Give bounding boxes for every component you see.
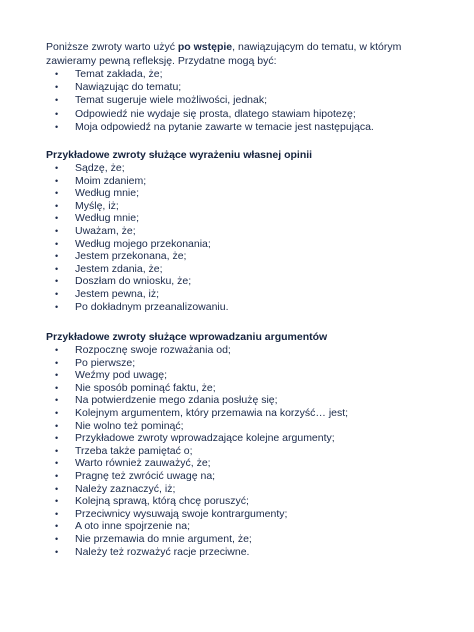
bullet-icon: • [55,407,59,418]
list-item-text: Według mnie; [75,212,140,225]
list-item [46,508,446,521]
list-item [46,369,446,382]
list-item-text: Po dokładnym przeanalizowaniu. [75,300,229,313]
bullet-icon: • [55,288,59,299]
arguments-heading: Przykładowe zwroty służące wprowadzaniu argumentów [46,331,328,343]
bullet-icon: • [55,213,59,224]
bullet-icon: • [55,225,59,236]
bullet-icon: • [55,496,59,507]
bullet-icon: • [55,357,59,368]
list-item-text: Na potwierdzenie mego zdania posłużę się; [75,394,278,407]
bullet-icon: • [55,251,59,262]
arguments-list [46,344,446,558]
list-item [46,200,446,213]
list-item [46,495,446,508]
bullet-icon: • [55,470,59,481]
list-item [46,344,446,357]
intro-section [46,40,446,134]
list-item-text: Nie przemawia do mnie argument, że; [75,532,252,545]
list-item-text: Jestem przekonana, że; [75,250,187,263]
list-item-text: Warto również zauważyć, że; [75,457,211,470]
list-item-text: Temat sugeruje wiele możliwości, jednak; [75,94,267,107]
list-item [46,108,446,121]
list-item-text: Jestem pewna, iż; [75,287,160,300]
list-item-text: Trzeba także pamiętać o; [75,444,193,457]
list-item [46,288,446,301]
list-item [46,432,446,445]
bullet-icon: • [55,108,59,119]
bullet-icon: • [55,276,59,287]
list-item-text: Doszłam do wniosku, że; [75,275,192,288]
list-item-text: Rozpocznę swoje rozważania od; [75,344,231,356]
list-item [46,470,446,483]
list-item-text: Nie sposób pominąć faktu, że; [75,381,216,394]
list-item [46,457,446,470]
bullet-icon: • [55,433,59,444]
list-item [46,533,446,546]
bullet-icon: • [55,533,59,544]
bullet-icon: • [55,483,59,494]
list-item [46,520,446,533]
bullet-icon: • [55,508,59,519]
list-item [46,94,446,107]
intro-paragraph [46,40,446,68]
bullet-icon: • [55,175,59,186]
list-item [46,275,446,288]
list-item [46,445,446,458]
bullet-icon: • [55,82,59,93]
list-item-text: Należy zaznaczyć, iż; [75,482,176,495]
intro-text-bold: po wstępie [177,41,233,53]
bullet-icon: • [55,546,59,557]
list-item-text: Nawiązując do tematu; [75,81,182,94]
list-item-text: Kolejnym argumentem, który przemawia na korzyść… jest; [75,406,349,419]
list-item [46,357,446,370]
list-item [46,250,446,263]
list-item-text: Jestem zdania, że; [75,262,163,275]
list-item-text: Uważam, że; [75,224,136,237]
bullet-icon: • [55,200,59,211]
bullet-icon: • [55,395,59,406]
bullet-icon: • [55,188,59,199]
list-item [46,263,446,276]
opinion-list [46,162,446,313]
list-item [46,546,446,559]
opinion-heading: Przykładowe zwroty służące wyrażeniu własnej opinii [46,149,313,161]
arguments-section [46,330,446,558]
list-item [46,483,446,496]
list-item-text: A oto inne spojrzenie na; [75,520,190,533]
intro-text-after: , nawiązującym do tematu, w którym zawieramy pewną refleksję. Przydatne mogą być: [46,41,402,67]
list-item-text: Należy też rozważyć racje przeciwne. [75,545,250,558]
list-item-text: Moja odpowiedź na pytanie zawarte w temacie jest następująca. [75,120,374,133]
bullet-icon: • [55,345,59,355]
list-item-text: Po pierwsze; [75,356,136,369]
bullet-icon: • [55,121,59,132]
list-item-text: Sądzę, że; [75,162,125,174]
list-item [46,394,446,407]
list-item-text: Nie wolno też pominąć; [75,419,184,432]
list-item-text: Według mojego przekonania; [75,237,211,250]
bullet-icon: • [55,95,59,106]
bullet-icon: • [55,420,59,431]
list-item [46,301,446,314]
list-item-text: Odpowiedź nie wydaje się prosta, dlatego stawiam hipotezę; [75,107,356,120]
list-item [46,212,446,225]
list-item [46,121,446,134]
bullet-icon: • [55,445,59,456]
opinion-section [46,148,446,313]
bullet-icon: • [55,263,59,274]
list-item [46,407,446,420]
list-item [46,382,446,395]
list-item-text: Temat zakłada, że; [75,68,163,80]
list-item [46,420,446,433]
bullet-icon: • [55,301,59,312]
bullet-icon: • [55,238,59,249]
list-item [46,68,446,81]
list-item-text: Weźmy pod uwagę; [75,369,168,382]
list-item-text: Kolejną sprawą, którą chcę poruszyć; [75,495,249,508]
list-item [46,81,446,94]
list-item-text: Przeciwnicy wysuwają swoje kontrargumenty; [75,507,288,520]
bullet-icon: • [55,370,59,381]
bullet-icon: • [55,69,59,79]
intro-text-before: Poniższe zwroty warto użyć [46,41,178,53]
bullet-icon: • [55,521,59,532]
list-item-text: Według mnie; [75,187,140,200]
list-item [46,162,446,175]
intro-list [46,68,446,134]
list-item [46,187,446,200]
list-item-text: Przykładowe zwroty wprowadzające kolejne argumenty; [75,432,335,445]
list-item [46,175,446,188]
bullet-icon: • [55,458,59,469]
list-item-text: Moim zdaniem; [75,174,147,187]
bullet-icon: • [55,382,59,393]
list-item-text: Pragnę też zwrócić uwagę na; [75,469,216,482]
list-item [46,238,446,251]
list-item [46,225,446,238]
list-item-text: Myślę, iż; [75,199,119,212]
bullet-icon: • [55,163,59,173]
